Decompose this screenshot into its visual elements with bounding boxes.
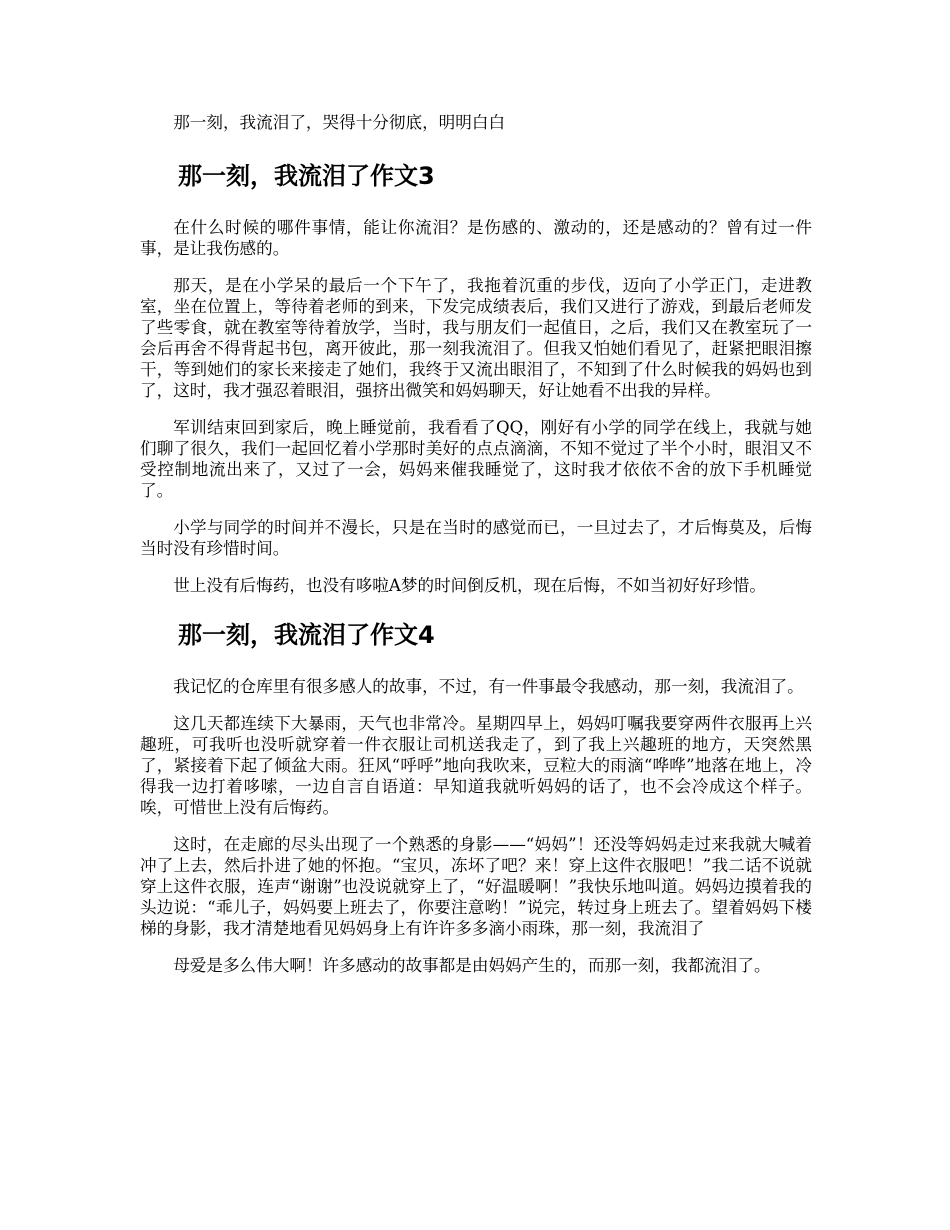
paragraph: 我记忆的仓库里有很多感人的故事，不过，有一件事最令我感动，那一刻，我流泪了。 bbox=[173, 677, 804, 696]
document-body bbox=[140, 112, 812, 992]
paragraph: 那天，是在小学呆的最后一个下午了，我拖着沉重的步伐，迈向了小学正门，走进教室，坐在位置上，等待着老师的到来，下发完成绩表后，我们又进行了游戏，到最后老师发了些零食，就在教室等待着放学，当时，我与朋友们一起值日，之后，我们又在教室玩了一会后再舍不得背起书包，离开彼此，那一刻我流泪了。但我又怕她们看见了，赶紧把眼泪擦干，等到她们的家长来接走了她们，我终于又流出眼泪了，不知到了什么时候我的妈妈也到了，这时，我才强忍着眼泪，强挤出微笑和妈妈聊天，好让她看不出我的异样。 bbox=[140, 276, 812, 400]
paragraph: 小学与同学的时间并不漫长，只是在当时的感觉而已，一旦过去了，才后悔莫及，后悔当时没有珍惜时间。 bbox=[140, 518, 812, 558]
intro-paragraph: 那一刻，我流泪了，哭得十分彻底，明明白白 bbox=[173, 113, 506, 132]
paragraph: 这几天都连续下大暴雨，天气也非常冷。星期四早上，妈妈叮嘱我要穿两件衣服再上兴趣班，可我听也没听就穿着一件衣服让司机送我走了，到了我上兴趣班的地方，天突然黑了，紧接着下起了倾盆大雨。狂风“呼呼”地向我吹来，豆粒大的雨滴“哗哗”地落在地上，冷得我一边打着哆嗦，一边自言自语道：早知道我就听妈妈的话了，也不会冷成这个样子。唉，可惜世上没有后悔药。 bbox=[140, 714, 812, 817]
paragraph: 世上没有后悔药，也没有哆啦A梦的时间倒反机，现在后悔，不如当初好好珍惜。 bbox=[173, 576, 766, 595]
section-title-3: 那一刻，我流泪了作文3 bbox=[178, 162, 435, 190]
paragraph: 在什么时候的哪件事情，能让你流泪？是伤感的、激动的，还是感动的？曾有过一件事，是让我伤感的。 bbox=[140, 218, 812, 258]
section-title-4: 那一刻，我流泪了作文4 bbox=[178, 621, 435, 649]
paragraph: 这时，在走廊的尽头出现了一个熟悉的身影——“妈妈”！还没等妈妈走过来我就大喊着冲了上去，然后扑进了她的怀抱。“宝贝，冻坏了吧？来！穿上这件衣服吧！”我二话不说就穿上这件衣服，连声“谢谢”也没说就穿上了，“好温暖啊！”我快乐地叫道。妈妈边摸着我的头边说：“乖儿子，妈妈要上班去了，你要注意哟！”说完，转过身上班去了。望着妈妈下楼梯的身影，我才清楚地看见妈妈身上有许许多多滴小雨珠，那一刻，我流泪了 bbox=[140, 835, 812, 938]
paragraph: 母爱是多么伟大啊！许多感动的故事都是由妈妈产生的，而那一刻，我都流泪了。 bbox=[173, 956, 771, 975]
paragraph: 军训结束回到家后，晚上睡觉前，我看看了QQ，刚好有小学的同学在线上，我就与她们聊了很久，我们一起回忆着小学那时美好的点点滴滴，不知不觉过了半个小时，眼泪又不受控制地流出来了，又过了一会，妈妈来催我睡觉了，这时我才依依不舍的放下手机睡觉了。 bbox=[140, 418, 812, 500]
